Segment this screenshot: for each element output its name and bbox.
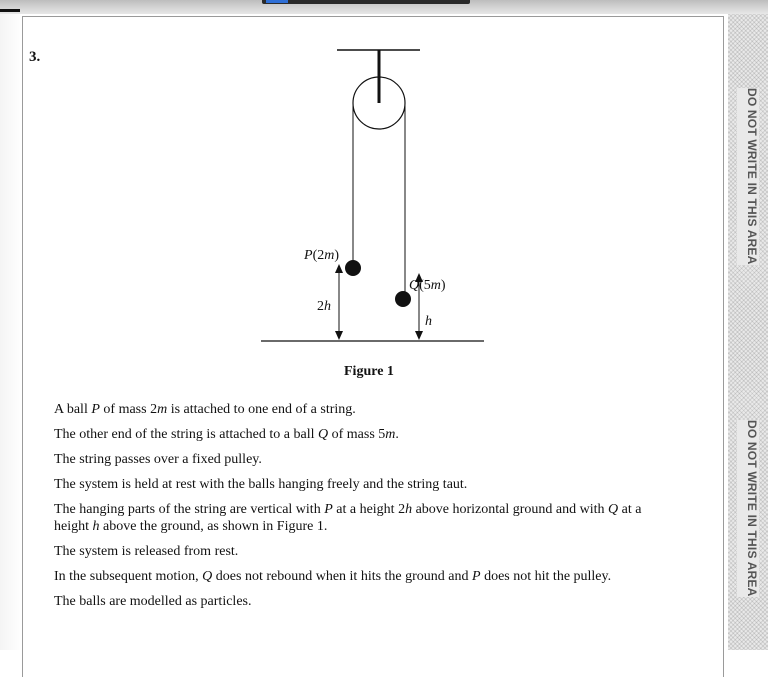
margin-warning-bottom: DO NOT WRITE IN THIS AREA (737, 420, 759, 597)
question-text (54, 401, 674, 618)
paragraph: The system is released from rest. (54, 544, 239, 559)
ball-p (345, 260, 361, 276)
arrow-2h-up-head (335, 264, 343, 273)
arrow-2h-down-head (335, 331, 343, 340)
paragraph: The other end of the string is attached to a ball Q of mass 5m. (54, 427, 399, 442)
paragraph: The balls are modelled as particles. (54, 594, 252, 609)
paragraph: A ball P of mass 2m is attached to one end of a string. (54, 402, 356, 417)
paragraph: The string passes over a fixed pulley. (54, 452, 262, 467)
label-2h: 2h (317, 299, 331, 314)
margin-warning-top: DO NOT WRITE IN THIS AREA (737, 88, 759, 265)
figure-caption: Figure 1 (344, 364, 394, 379)
label-q: Q(5m) (409, 278, 446, 293)
label-h: h (425, 314, 432, 329)
question-number: 3. (29, 49, 41, 65)
paragraph: In the subsequent motion, Q does not rebound when it hits the ground and P does not hit the pulley. (54, 569, 612, 584)
paragraph: The hanging parts of the string are vertical with P at a height 2h above horizontal ground and with Q at a height h above the ground, as shown in Figure 1. (54, 502, 642, 534)
arrow-h-down-head (415, 331, 423, 340)
label-p: P(2m) (304, 248, 340, 263)
paragraph: The system is held at rest with the balls hanging freely and the string taut. (54, 477, 468, 492)
ball-q (395, 291, 411, 307)
